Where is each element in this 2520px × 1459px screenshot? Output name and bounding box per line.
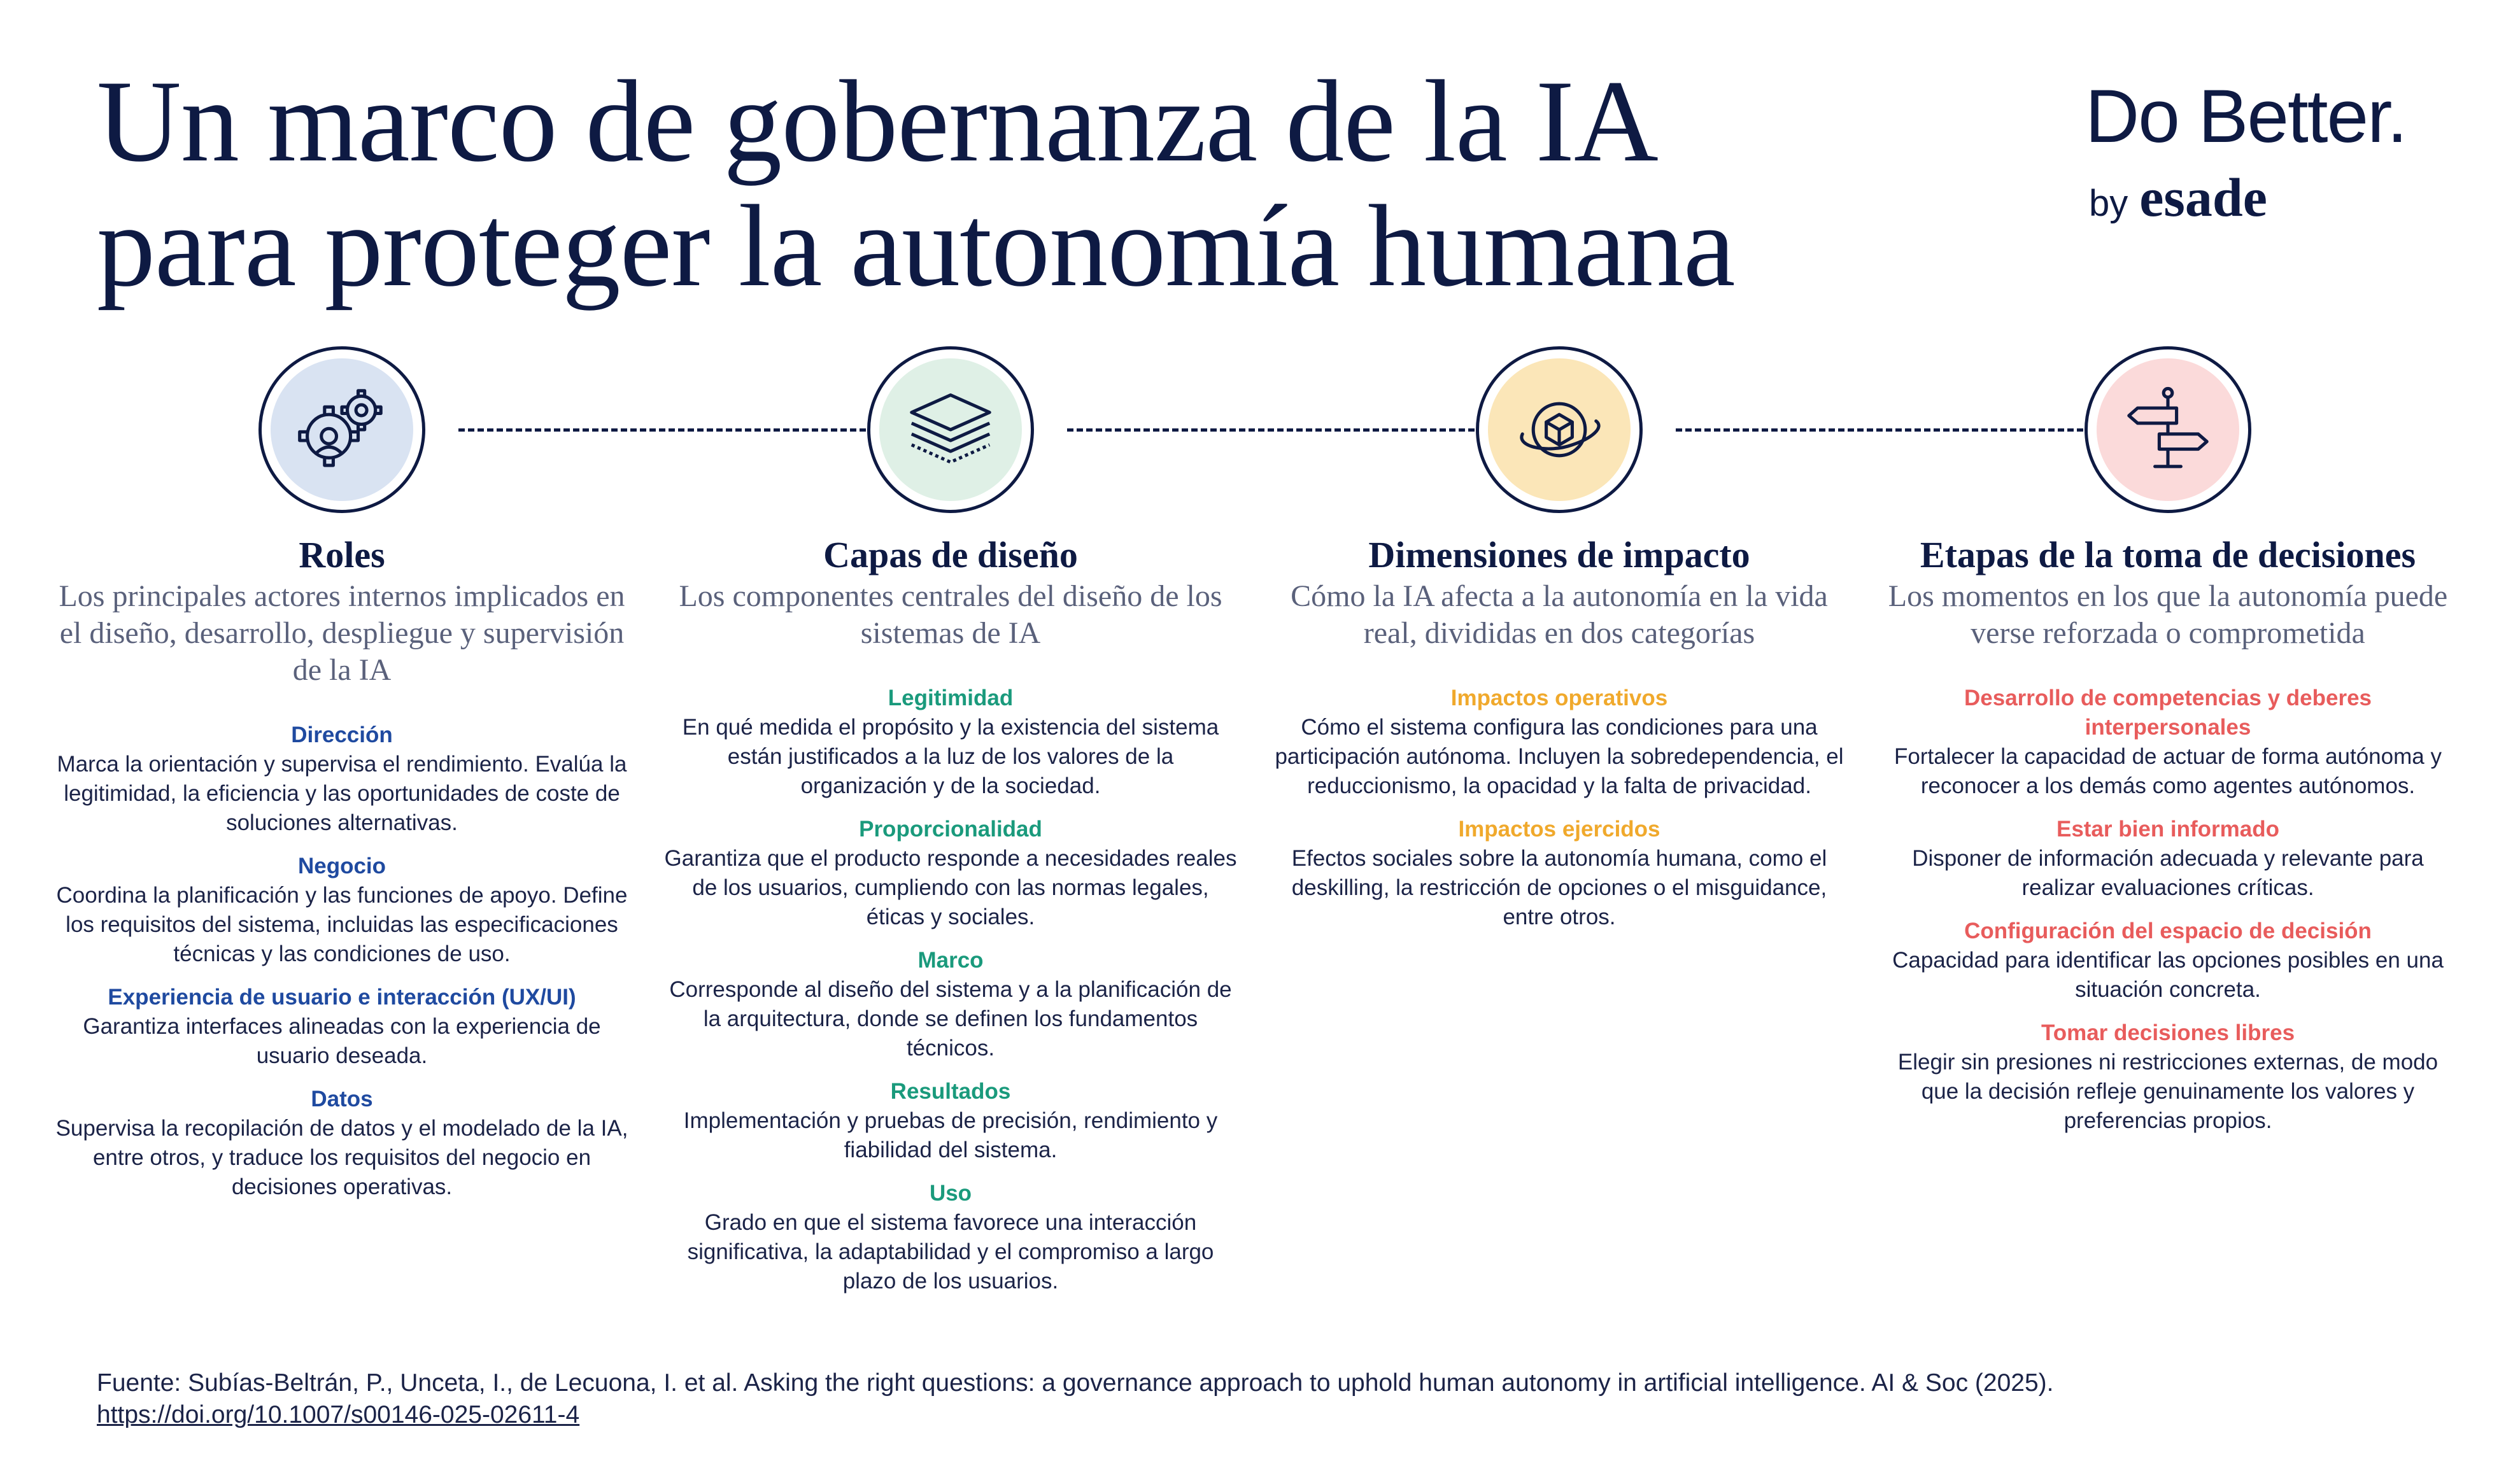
column-title: Dimensiones de impacto bbox=[1368, 534, 1750, 575]
item-text: Corresponde al diseño del sistema y a la planificación de la arquitectura, donde se definen los fundamentos técnicos. bbox=[669, 977, 1232, 1061]
item-text: Grado en que el sistema favorece una interacción significativa, la adaptabilidad y el compromiso a largo plazo de los usuarios. bbox=[687, 1210, 1214, 1293]
column-title: Capas de diseño bbox=[823, 534, 1078, 575]
list-item bbox=[1881, 815, 2454, 903]
column-subtitle: Cómo la IA afecta a la autonomía en la vida real, divididas en dos categorías bbox=[1291, 579, 1828, 650]
brand-sub bbox=[2089, 166, 2442, 229]
column-title: Roles bbox=[299, 534, 385, 575]
signpost-icon bbox=[2114, 376, 2222, 484]
item-title: Negocio bbox=[297, 854, 386, 878]
decision-icon-ring bbox=[2085, 346, 2251, 513]
stacked-layers-icon bbox=[896, 376, 1005, 484]
column-design-layers bbox=[664, 532, 1237, 1310]
column-subtitle: Los componentes centrales del diseño de los sistemas de IA bbox=[679, 579, 1222, 650]
item-text: En qué medida el propósito y la existencia del sistema están justificados a la luz de los valores de la organización y de la sociedad. bbox=[682, 715, 1219, 798]
doi-link[interactable]: https://doi.org/10.1007/s00146-025-02611-4 bbox=[97, 1401, 580, 1428]
item-text: Garantiza interfaces alineadas con la experiencia de usuario deseada. bbox=[83, 1014, 601, 1068]
connector-2 bbox=[1067, 428, 1475, 432]
item-text: Elegir sin presiones ni restricciones externas, de modo que la decisión refleje genuinamente los valores y preferencias propios. bbox=[1897, 1050, 2439, 1133]
column-impact bbox=[1273, 532, 1846, 946]
item-text: Supervisa la recopilación de datos y el modelado de la IA, entre otros, y traduce los requisitos del negocio en decisiones operativas. bbox=[55, 1116, 628, 1199]
column-decision-stages bbox=[1881, 532, 2454, 1150]
impact-icon-ring bbox=[1476, 346, 1643, 513]
item-text: Garantiza que el producto responde a necesidades reales de los usuarios, cumpliendo con las normas legales, éticas y sociales. bbox=[664, 846, 1237, 929]
roles-icon-bg bbox=[271, 358, 413, 501]
item-text: Implementación y pruebas de precisión, rendimiento y fiabilidad del sistema. bbox=[683, 1108, 1218, 1162]
list-item bbox=[664, 946, 1237, 1063]
item-text: Capacidad para identificar las opciones posibles en una situación concreta. bbox=[1892, 948, 2444, 1002]
item-text: Fortalecer la capacidad de actuar de forma autónoma y reconocer a los demás como agentes autónomos. bbox=[1894, 744, 2442, 798]
item-title: Tomar decisiones libres bbox=[2041, 1020, 2295, 1045]
source-citation bbox=[97, 1367, 2054, 1431]
item-title: Marco bbox=[917, 948, 984, 973]
item-title: Impactos operativos bbox=[1450, 686, 1668, 710]
item-text: Cómo el sistema configura las condiciones para una participación autónoma. Incluyen la sobredependencia, el reduccionismo, la opacidad y la falta de privacidad. bbox=[1275, 715, 1844, 798]
decision-icon-bg bbox=[2097, 358, 2239, 501]
connector-1 bbox=[458, 428, 866, 432]
list-item bbox=[664, 815, 1237, 932]
list-item bbox=[1273, 684, 1846, 801]
title-line-2: para proteger la autonomía humana bbox=[97, 181, 1735, 311]
layers-icon-ring bbox=[867, 346, 1034, 513]
impact-icon-bg bbox=[1488, 358, 1631, 501]
item-title: Estar bien informado bbox=[2056, 817, 2280, 842]
brand-main: Do Better. bbox=[2085, 74, 2407, 159]
item-title: Resultados bbox=[890, 1079, 1011, 1104]
connector-3 bbox=[1676, 428, 2083, 432]
list-item bbox=[1881, 1018, 2454, 1136]
item-title: Datos bbox=[311, 1087, 373, 1111]
page-title bbox=[97, 56, 1943, 311]
item-title: Uso bbox=[929, 1181, 972, 1206]
column-subtitle: Los principales actores internos implicados en el diseño, desarrollo, despliegue y supervisión de la IA bbox=[59, 579, 625, 687]
layers-icon-bg bbox=[879, 358, 1022, 501]
item-title: Proporcionalidad bbox=[859, 817, 1042, 842]
list-item bbox=[664, 684, 1237, 801]
item-title: Dirección bbox=[291, 722, 393, 747]
list-item bbox=[1273, 815, 1846, 932]
list-item bbox=[55, 721, 628, 838]
list-item bbox=[55, 852, 628, 969]
list-item bbox=[1881, 684, 2454, 801]
list-item bbox=[55, 983, 628, 1071]
brand-logo bbox=[2085, 75, 2442, 229]
item-text: Coordina la planificación y las funciones de apoyo. Define los requisitos del sistema, incluidas las especificaciones técnicas y las condiciones de uso. bbox=[56, 883, 628, 966]
title-line-1: Un marco de gobernanza de la IA bbox=[97, 56, 1658, 186]
item-text: Marca la orientación y supervisa el rendimiento. Evalúa la legitimidad, la eficiencia y las oportunidades de coste de soluciones alternativas. bbox=[57, 752, 627, 835]
item-text: Disponer de información adecuada y relevante para realizar evaluaciones críticas. bbox=[1912, 846, 2424, 900]
source-text: Fuente: Subías-Beltrán, P., Unceta, I., de Lecuona, I. et al. Asking the right questions: a governance approach to uphold human autonomy in artificial intelligence. AI & Soc (2025). bbox=[97, 1369, 2054, 1397]
brand-esade: esade bbox=[2139, 167, 2267, 228]
brand-by: by bbox=[2089, 183, 2128, 224]
column-roles bbox=[55, 532, 628, 1216]
item-title: Desarrollo de competencias y deberes interpersonales bbox=[1964, 686, 2372, 740]
column-subtitle: Los momentos en los que la autonomía puede verse reforzada o comprometida bbox=[1888, 579, 2448, 650]
item-title: Configuración del espacio de decisión bbox=[1964, 919, 2372, 943]
item-title: Impactos ejercidos bbox=[1458, 817, 1660, 842]
list-item bbox=[664, 1179, 1237, 1296]
cube-orbit-icon bbox=[1505, 376, 1613, 484]
item-text: Efectos sociales sobre la autonomía humana, como el deskilling, la restricción de opciones o el misguidance, entre otros. bbox=[1291, 846, 1827, 929]
roles-icon-ring bbox=[258, 346, 425, 513]
list-item bbox=[55, 1085, 628, 1202]
list-item bbox=[1881, 917, 2454, 1004]
item-title: Experiencia de usuario e interacción (UX/UI) bbox=[108, 985, 576, 1010]
gears-person-icon bbox=[288, 376, 396, 484]
column-title: Etapas de la toma de decisiones bbox=[1920, 534, 2416, 575]
item-title: Legitimidad bbox=[888, 686, 1014, 710]
list-item bbox=[664, 1077, 1237, 1165]
